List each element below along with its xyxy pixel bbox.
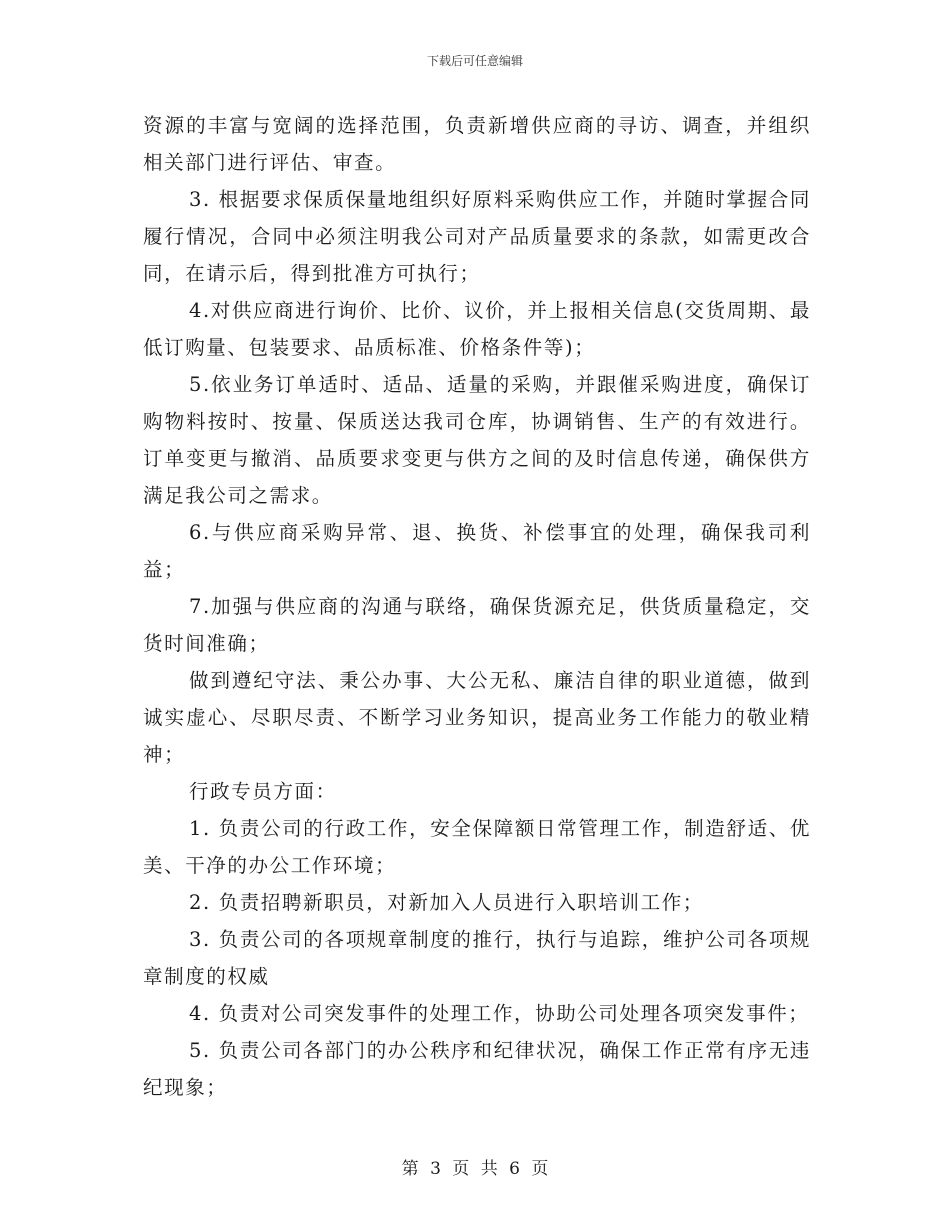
page-number: 第 3 页 共 6 页 — [401, 1159, 549, 1179]
paragraph: 5.依业务订单适时、适品、适量的采购，并跟催采购进度，确保订购物料按时、按量、保质送达我司仓库，协调销售、生产的有效进行。订单变更与撤消、品质要求变更与供方之间的及时信息传递，确保供方满足我公司之需求。 — [143, 373, 811, 507]
paragraph: 7.加强与供应商的沟通与联络，确保货源充足，供货质量稳定，交货时间准确； — [143, 595, 811, 655]
paragraph: 资源的丰富与宽阔的选择范围，负责新增供应商的寻访、调查，并组织相关部门进行评估、审查。 — [143, 114, 811, 174]
paragraph: 3. 负责公司的各项规章制度的推行，执行与追踪，维护公司各项规章制度的权威 — [143, 928, 811, 988]
paragraph: 4. 负责对公司突发事件的处理工作，协助公司处理各项突发事件； — [189, 1002, 810, 1025]
section-heading: 行政专员方面： — [189, 780, 337, 803]
paragraph: 做到遵纪守法、秉公办事、大公无私、廉洁自律的职业道德，做到诚实虚心、尽职尽责、不断学习业务知识，提高业务工作能力的敬业精神； — [143, 669, 811, 766]
paragraph: 1. 负责公司的行政工作，安全保障额日常管理工作，制造舒适、优美、干净的办公工作环境； — [143, 817, 811, 877]
page-header: 下载后可任意编辑 — [426, 54, 523, 68]
paragraph: 4.对供应商进行询价、比价、议价，并上报相关信息(交货周期、最低订购量、包装要求、品质标准、价格条件等)； — [143, 299, 811, 359]
paragraph: 5. 负责公司各部门的办公秩序和纪律状况，确保工作正常有序无违纪现象； — [143, 1039, 811, 1099]
document-body — [143, 107, 811, 1106]
paragraph: 2. 负责招聘新职员，对新加入人员进行入职培训工作； — [189, 891, 704, 914]
paragraph: 6.与供应商采购异常、退、换货、补偿事宜的处理，确保我司利益； — [143, 521, 811, 581]
paragraph: 3. 根据要求保质保量地组织好原料采购供应工作，并随时掌握合同履行情况，合同中必须注明我公司对产品质量要求的条款，如需更改合同，在请示后，得到批准方可执行； — [143, 188, 811, 285]
